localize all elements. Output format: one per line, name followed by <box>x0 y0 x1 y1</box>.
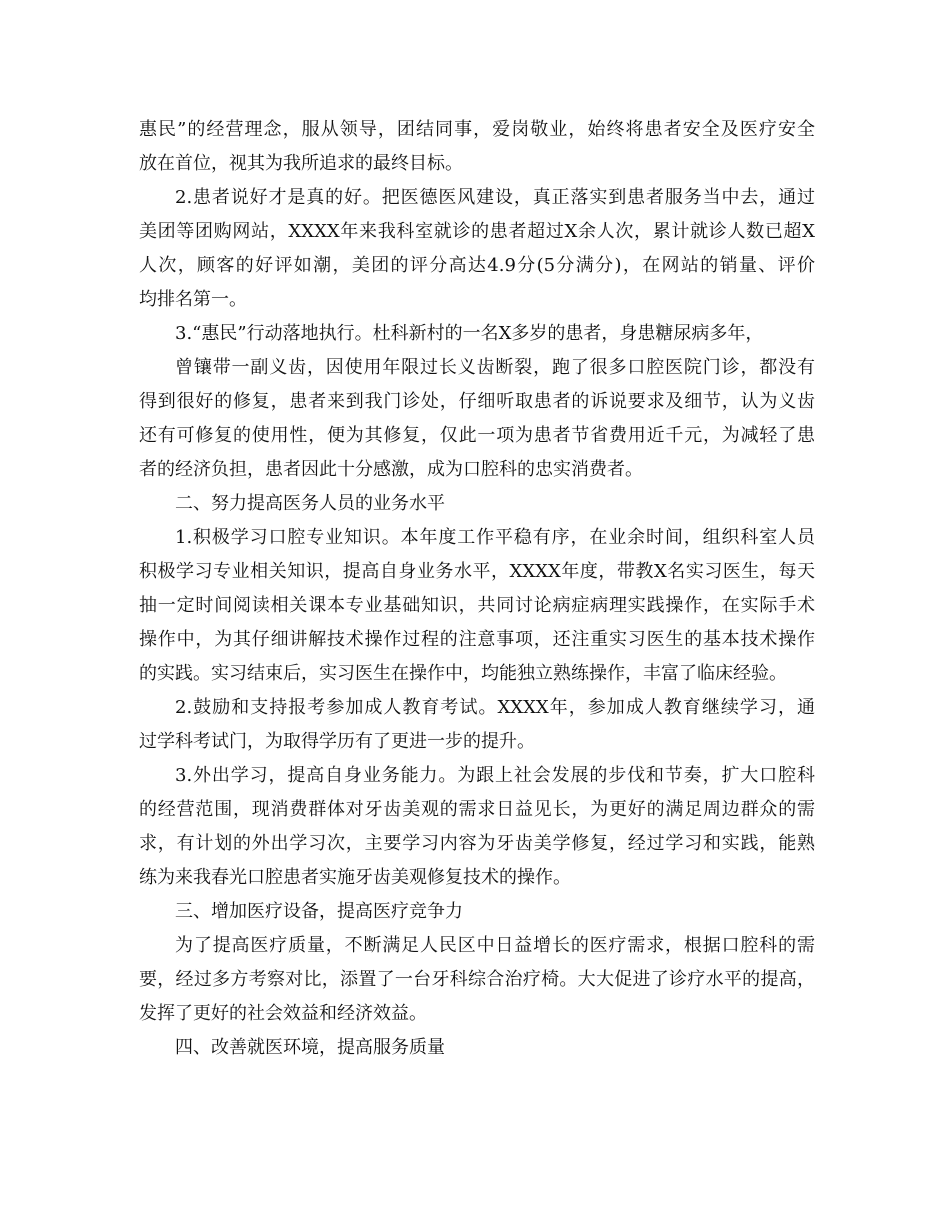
text-line: 的经营范围，现消费群体对牙齿美观的需求日益见长，为更好的满足周边群众的需 <box>139 799 815 820</box>
text-line: 曾镶带一副义齿，因使用年限过长义齿断裂，跑了很多口腔医院门诊，都没有 <box>175 357 815 378</box>
text-line: 美团等团购网站，XXXX年来我科室就诊的患者超过X余人次，累计就诊人数已超X <box>139 221 815 242</box>
text-line: 求，有计划的外出学习次，主要学习内容为牙齿美学修复，经过学习和实践，能熟 <box>139 833 815 854</box>
text-line: 1.积极学习口腔专业知识。本年度工作平稳有序，在业余时间，组织科室人员 <box>175 527 815 548</box>
text-line: 发挥了更好的社会效益和经济效益。 <box>139 1003 427 1024</box>
document-body <box>139 113 815 1065</box>
text-line: 三、增加医疗设备，提高医疗竞争力 <box>175 901 463 922</box>
text-line: 过学科考试门，为取得学历有了更进一步的提升。 <box>139 731 535 752</box>
text-line: 得到很好的修复，患者来到我门诊处，仔细听取患者的诉说要求及细节，认为义齿 <box>139 391 815 412</box>
text-line: 要，经过多方考察对比，添置了一台牙科综合治疗椅。大大促进了诊疗水平的提高， <box>139 969 815 990</box>
text-line: 四、改善就医环境，提高服务质量 <box>175 1037 445 1058</box>
text-line: 还有可修复的使用性，便为其修复，仅此一项为患者节省费用近千元，为减轻了患 <box>139 425 815 446</box>
text-line: 练为来我春光口腔患者实施牙齿美观修复技术的操作。 <box>139 867 571 888</box>
text-line: 均排名第一。 <box>139 289 247 310</box>
text-line: 2.鼓励和支持报考参加成人教育考试。XXXX年，参加成人教育继续学习，通 <box>175 697 815 718</box>
text-line: 3.“惠民”行动落地执行。杜科新村的一名X多岁的患者，身患糖尿病多年， <box>175 323 764 344</box>
text-line: 抽一定时间阅读相关课本专业基础知识，共同讨论病症病理实践操作，在实际手术 <box>139 595 815 616</box>
text-line: 的实践。实习结束后，实习医生在操作中，均能独立熟练操作，丰富了临床经验。 <box>139 663 787 684</box>
text-line: 3.外出学习，提高自身业务能力。为跟上社会发展的步伐和节奏，扩大口腔科 <box>175 765 815 786</box>
text-line: 操作中，为其仔细讲解技术操作过程的注意事项，还注重实习医生的基本技术操作 <box>139 629 815 650</box>
text-line: 惠民”的经营理念，服从领导，团结同事，爱岗敬业，始终将患者安全及医疗安全 <box>139 119 815 140</box>
text-line: 二、努力提高医务人员的业务水平 <box>175 493 445 514</box>
text-line: 放在首位，视其为我所追求的最终目标。 <box>139 153 463 174</box>
text-line: 者的经济负担，患者因此十分感激，成为口腔科的忠实消费者。 <box>139 459 643 480</box>
text-line: 人次，顾客的好评如潮，美团的评分高达4.9分(5分满分)，在网站的销量、评价 <box>139 255 815 276</box>
text-line: 2.患者说好才是真的好。把医德医风建设，真正落实到患者服务当中去，通过 <box>175 187 815 208</box>
text-line: 为了提高医疗质量，不断满足人民区中日益增长的医疗需求，根据口腔科的需 <box>175 935 815 956</box>
text-line: 积极学习专业相关知识，提高自身业务水平，XXXX年度，带教X名实习医生，每天 <box>139 561 815 582</box>
